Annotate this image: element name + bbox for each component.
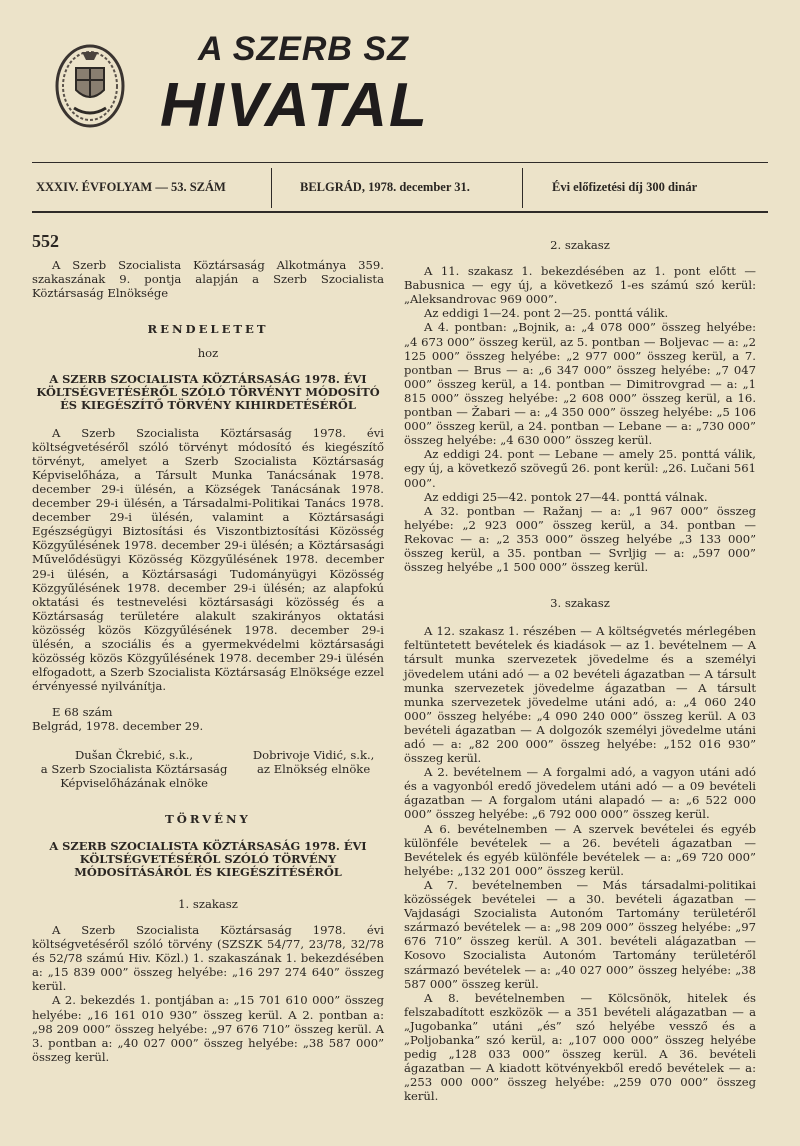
section-paragraph: A 7. bevételnemben — Más társadalmi-politikai közösségek bevételei — a 30. bevételi ágazatban — Vajdasági Szocialista Autonóm Tartomány területéről származó bevételek — a: „98 209 000” összeg helyébe: „97 676 710” összeg kerül. A 301. bevételi alágazatban — Kosovo Szocialista Autonóm Tartomány területéről származó bevételek — a: „40 027 000” összeg helyébe: „38 587 000” összeg kerül. (404, 877, 756, 991)
decree-heading: A SZERB SZOCIALISTA KÖZTÁRSASÁG 1978. ÉVI KÖLTSÉGVETÉSÉRŐL SZÓLÓ TÖRVÉNYT MÓDOSÍTÓ ÉS KIEGÉSZÍTŐ TÖRVÉNY KIHIRDETÉSÉRŐL (36, 371, 380, 412)
section-paragraph: A 12. szakasz 1. részében — A költségvetés mérlegében feltüntetett bevételek és kiadások — az 1. bevételnem — A társult munka szervezetek jövedelme és a személyi jövedelem utáni adó — a 02 bevételi ágazatban — A társult munka szervezetek jövedelme ágazatban — A társult munka szervezetek jövedelme utáni adó, a: „4 060 240 000” összeg helyébe: „4 090 240 000” összeg kerül. A 03 bevételi ágazatban — A dolgozók személyi jövedelme utáni adó — a: „82 200 000” összeg helyébe: „152 016 930” összeg kerül. (404, 624, 756, 766)
section-paragraph: A 6. bevételnemben — A szervek bevételei és egyéb különféle bevételek — a 26. bevételi ágazatban — Bevételek és egyéb különféle bevételek — a: „69 720 000” helyébe: „132 201 000” összeg kerül. (404, 821, 756, 878)
coat-of-arms-icon (54, 38, 126, 130)
decree-subtitle: hoz (197, 346, 219, 361)
decree-body: A Szerb Szocialista Köztársaság 1978. évi költségvetéséről szóló törvényt módosító és kiegészítő törvényt, amelyet a Szerb Szocialista Köztársaság Képviselőháza, a Társult Munka Tanácsának 1978. december 29-i ülésén, a Községek Tanácsának 1978. december 29-i ülésén, a Társadalmi-Politikai Tanács 1978. december 29-i ülésén, valamint a Köztársasági Egészségügyi Biztosítási és Viszontbiztosítási Közösség Közgyűlésének 1978. december 29-i ülésén; a Köztársasági Művelődésügyi Közösség Közgyűlésének 1978. december 29-i ülésén, a Köztársasági Tudományügyi Közösség Közgyűlésének 1978. december 29-i ülésén; az alapfokú oktatási és testnevelési köztársasági közösség és a Köztársaság területére alakult szakirányos oktatási közösség közös Közgyűlésének 1978. december 29-i ülésén, a szociális és a gyermekvédelmi köztársasági közösség közös Közgyűlésének 1978. december 29-i ülésén elfogadott, a Szerb Szocialista Köztársaság Elnöksége ezzel érvényessé nyilvánítja. (32, 425, 384, 694)
decree-title: RENDELETET (147, 322, 269, 337)
signatures (32, 748, 384, 790)
signature-name: Dušan Čkrebić, s.k., (75, 747, 194, 762)
subscription-price: Évi előfizetési díj 300 dinár (552, 180, 698, 194)
page-number: 552 (32, 231, 59, 251)
strip-divider (271, 168, 272, 208)
section-title: 3. szakasz (550, 596, 610, 611)
place-date: BELGRÁD, 1978. december 31. (300, 180, 470, 194)
section-paragraph: A 32. pontban — Ražanj — a: „1 967 000” összeg helyébe: „2 923 000” összeg kerül, a 34. pontban — Rekovac — a: „2 353 000” összeg helyébe „3 133 000” összeg kerül, a 35. pontban — Svrljig — a: „597 000” összeg helyébe „1 500 000” összeg kerül. (404, 503, 756, 575)
decree-intro: A Szerb Szocialista Köztársaság Alkotmánya 359. szakaszának 9. pontja alapján a Szerb Szocialista Köztársaság Elnöksége (32, 258, 384, 301)
signature-role: az Elnökség elnöke (257, 761, 371, 776)
section-title: 1. szakasz (178, 896, 238, 911)
masthead-rule-top (32, 162, 768, 163)
section-paragraph: A 4. pontban: „Bojnik, a: „4 078 000” összeg helyébe: „4 673 000” összeg kerül, az 5. pontban — Boljevac — a: „2 125 000” összeg helyébe: „2 977 000” összeg kerül, a 7. pontban — Brus — a: „6 347 000” összeg helyébe: „7 047 000” összeg kerül, a 14. pontban — Dimitrovgrad — a: „1 815 000” összeg helyébe: „2 608 000” összeg kerül, a 16. pontban — Žabari — a: „4 350 000” összeg helyébe: „5 106 000” összeg kerül, a 24. pontban — Lebane — a: „730 000” összeg helyébe: „4 630 000” összeg kerül. (404, 320, 756, 448)
strip-divider (522, 168, 523, 208)
section-paragraph: A 2. bekezdés 1. pontjában a: „15 701 610 000” összeg helyébe: „16 161 010 930” összeg kerül. A 2. pontban a: „98 209 000” összeg helyébe: „97 676 710” összeg kerül. A 3. pontban a: „40 027 000” összeg helyébe: „38 587 000” összeg kerül. (32, 993, 384, 1064)
section-paragraph: Az eddigi 24. pont — Lebane — amely 25. ponttá válik, egy új, a következő szövegű 26. pont kerül: „26. Lučani 561 000”. (404, 447, 756, 490)
section-title: 2. szakasz (550, 238, 610, 252)
section-paragraph: A 11. szakasz 1. bekezdésében az 1. pont előtt — Babusnica — egy új, a következő 1-es számú szó kerül: „Aleksandrovac 969 000”. (404, 264, 756, 307)
reference-number: E 68 szám (52, 705, 113, 720)
section-paragraph: A 8. bevételnemben — Kölcsönök, hitelek és felszabadított eszközök — a 351 bevételi alágazatban — a „Jugobanka” utáni „és” szó helyébe vessző és a „Poljobanka” szó kerül, a: „107 000 000” összeg helyébe pedig „128 033 000” összeg kerül. A 36. bevételi ágazatban — A kiadott kötvényekből eredő bevételek — a: „253 000 000” összeg helyébe: „259 070 000” összeg kerül. (404, 990, 756, 1104)
signature-name: Dobrivoje Vidić, s.k., (252, 747, 375, 762)
signature-role: a Szerb Szocialista Köztársaság Képviselőházának elnöke (40, 761, 228, 790)
gazette-title-main: HIVATAL (160, 71, 429, 140)
reference-date: Belgrád, 1978. december 29. (32, 719, 204, 734)
masthead-info-strip (36, 176, 764, 202)
volume-number: XXXIV. ÉVFOLYAM — 53. SZÁM (36, 180, 226, 194)
gazette-title-top: A SZERB SZ (198, 30, 409, 68)
section-paragraph: Az eddigi 25—42. pontok 27—44. ponttá válnak. (424, 489, 708, 504)
law-title: TÖRVÉNY (165, 811, 251, 826)
section-paragraph: A 2. bevételnem — A forgalmi adó, a vagyon utáni adó és a vagyonból eredő jövedelem utáni adó — a 09 bevételi ágazatban — A forgalom utáni alapadó — a: „6 522 000 000” összeg helyébe: „6 792 000 000” összeg kerül. (404, 765, 756, 822)
section-paragraph: A Szerb Szocialista Köztársaság 1978. évi költségvetéséről szóló törvény (SZSZK 54/77, 23/78, 32/78 és 52/78 számú Hiv. Közl.) 1. szakaszának 1. bekezdésében a: „15 839 000” összeg helyébe: „16 297 274 640” összeg kerül. (32, 923, 384, 994)
right-column (404, 232, 756, 1103)
section-paragraph: Az eddigi 1—24. pont 2—25. ponttá válik. (424, 306, 669, 321)
law-heading: A SZERB SZOCIALISTA KÖZTÁRSASÁG 1978. ÉVI KÖLTSÉGVETÉSÉRŐL SZÓLÓ TÖRVÉNY MÓDOSÍTÁSÁRÓL ÉS KIEGÉSZÍTÉSÉRŐL (49, 838, 367, 879)
left-column (32, 232, 384, 1064)
masthead-rule-bottom (32, 211, 768, 213)
